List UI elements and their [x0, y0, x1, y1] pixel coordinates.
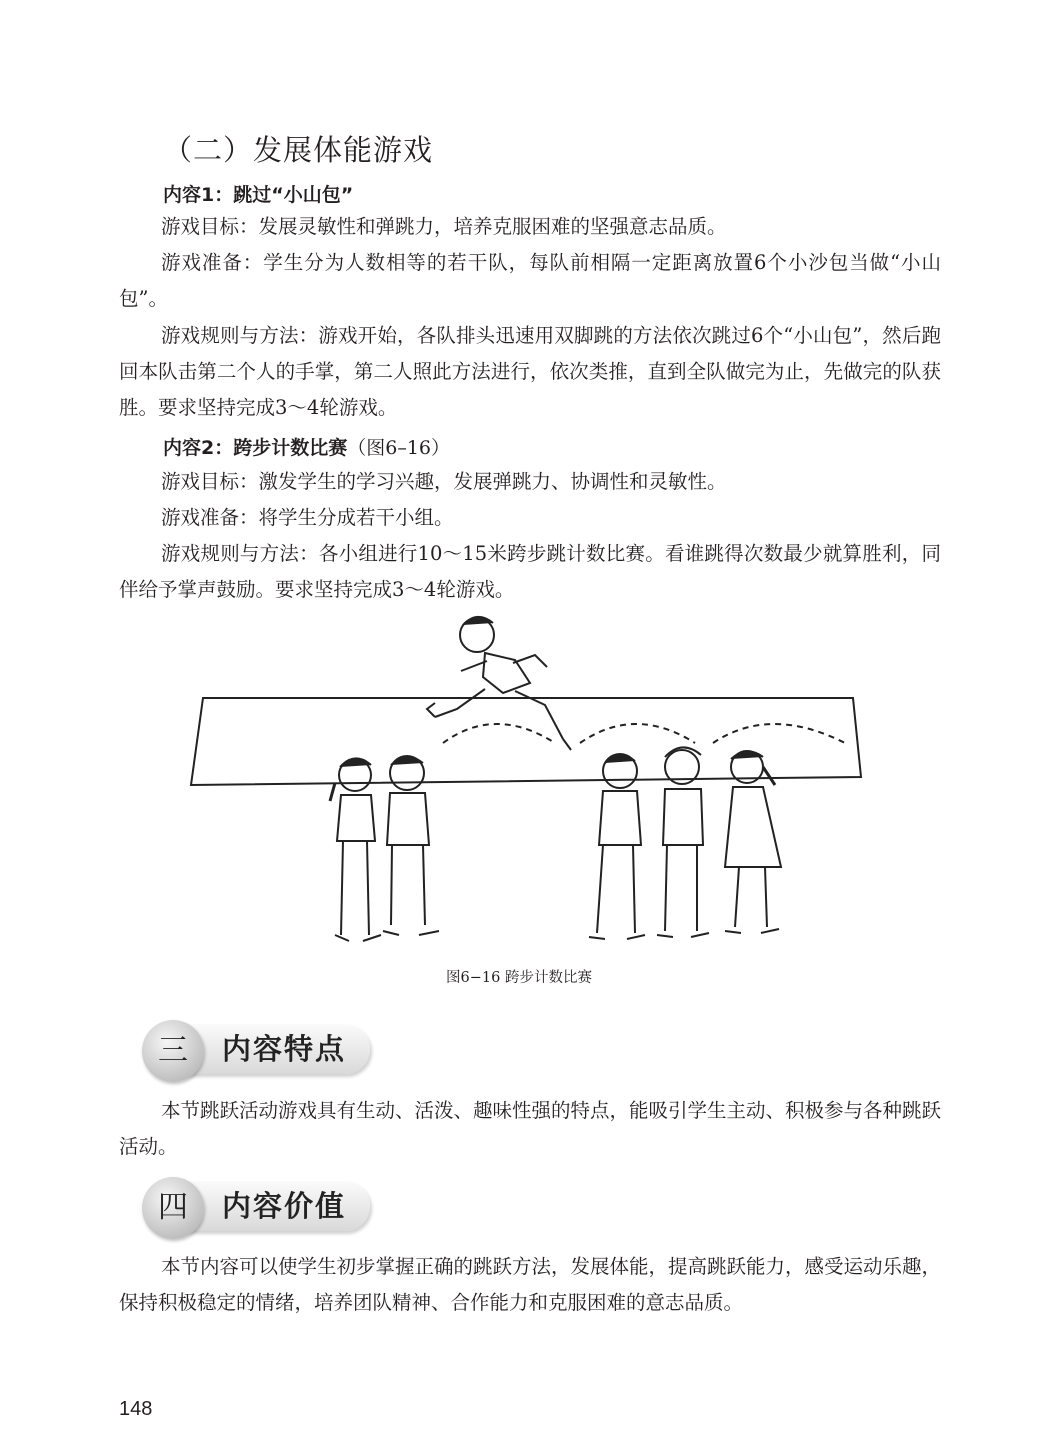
- content1-goal: 游戏目标：发展灵敏性和弹跳力，培养克服困难的坚强意志品质。: [161, 215, 727, 238]
- standing-child-3: [589, 754, 645, 939]
- content2-prep: 游戏准备：将学生分成若干小组。: [161, 506, 454, 529]
- section3-header: [142, 1020, 382, 1078]
- section3-title: 内容特点: [222, 1032, 347, 1066]
- content2-figure-ref: （图6–16）: [347, 437, 450, 459]
- figure-caption: 图6−16 跨步计数比赛: [446, 970, 592, 986]
- section3-number: 三: [142, 1020, 204, 1082]
- content1-heading: 内容1：跳过“小山包”: [163, 184, 354, 206]
- page-number: 148: [119, 1398, 153, 1420]
- section-title: （二）发展体能游戏: [163, 133, 434, 167]
- content1-rules: 游戏规则与方法：游戏开始，各队排头迅速用双脚跳的方法依次跳过6个“小山包”，然后跑回本队击第二个人的手掌，第二人照此方法进行，依次类推，直到全队做完为止，先做完的队获胜。要求坚持完成3～4轮游戏。: [119, 324, 941, 419]
- content2-heading-line: [163, 433, 450, 460]
- section4-body: 本节内容可以使学生初步掌握正确的跳跃方法，发展体能，提高跳跃能力，感受运动乐趣，保持积极稳定的情绪，培养团队精神、合作能力和克服困难的意志品质。: [119, 1255, 942, 1314]
- content2-heading: 内容2：跨步计数比赛: [163, 437, 348, 459]
- figure-illustration: [185, 605, 865, 955]
- jump-arc: [443, 724, 555, 743]
- section4-title: 内容价值: [222, 1189, 347, 1223]
- standing-child-1: [330, 758, 381, 941]
- section3-body: 本节跳跃活动游戏具有生动、活泼、趣味性强的特点，能吸引学生主动、积极参与各种跳跃活动。: [119, 1099, 942, 1158]
- field-outline: [191, 698, 861, 785]
- standing-child-4: [657, 747, 709, 937]
- section4-number: 四: [142, 1177, 204, 1239]
- section4-header: [142, 1177, 382, 1235]
- jump-arc: [713, 724, 845, 743]
- jump-arc: [580, 724, 695, 743]
- content1-prep: 游戏准备：学生分为人数相等的若干队，每队前相隔一定距离放置6个小沙包当做“小山包”。: [119, 251, 941, 310]
- jumping-child: [427, 617, 571, 750]
- content2-goal: 游戏目标：激发学生的学习兴趣，发展弹跳力、协调性和灵敏性。: [161, 470, 727, 493]
- content2-rules: 游戏规则与方法：各小组进行10～15米跨步跳计数比赛。看谁跳得次数最少就算胜利，同伴给予掌声鼓励。要求坚持完成3～4轮游戏。: [119, 542, 941, 601]
